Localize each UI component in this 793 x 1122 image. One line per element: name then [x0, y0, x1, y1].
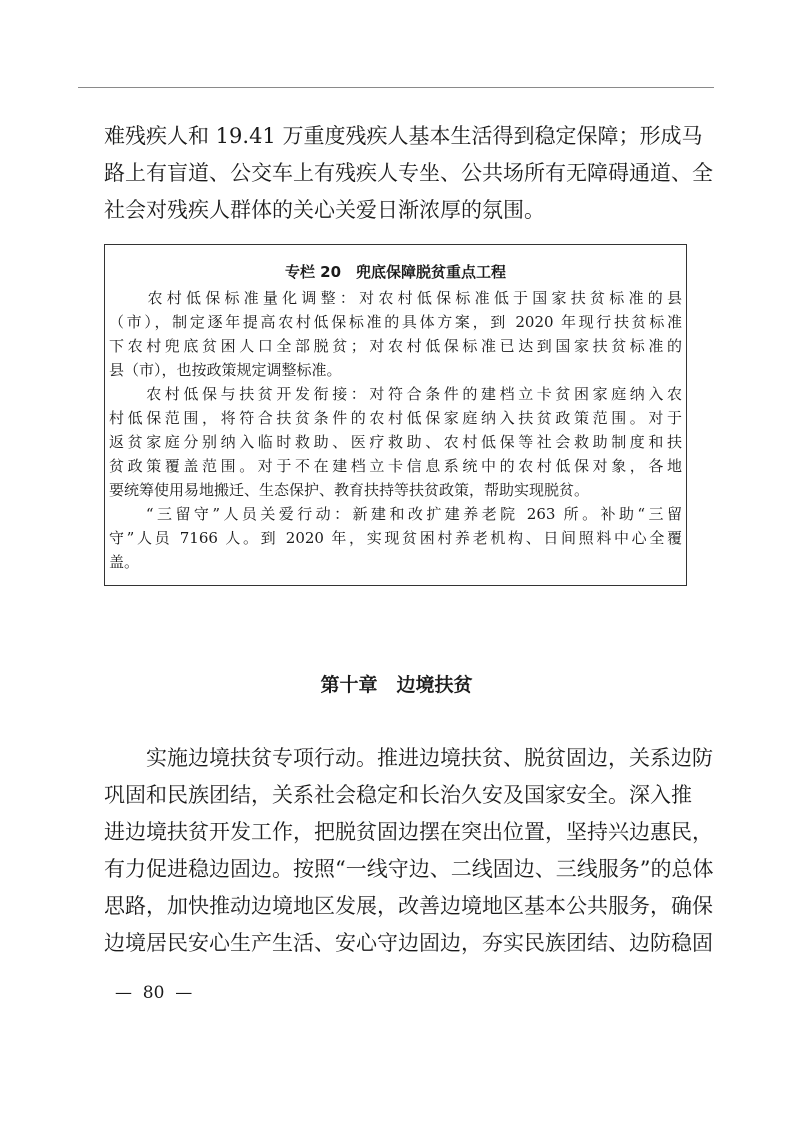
text-line: 思路，加快推动边境地区发展，改善边境地区基本公共服务，确保: [104, 894, 713, 918]
text-line: 巩固和民族团结，关系社会稳定和长治久安及国家安全。深入推: [104, 783, 692, 807]
box-title: 专栏 20 兜底保障脱贫重点工程: [284, 263, 507, 281]
text-line: 路上有盲道、公交车上有残疾人专坐、公共场所有无障碍通道、全: [104, 161, 713, 185]
box-line: 村低保范围，将符合扶贫条件的农村低保家庭纳入扶贫政策范围。对于: [109, 409, 682, 427]
box-line: 农村低保与扶贫开发衔接：对符合条件的建档立卡贫困家庭纳入农: [109, 385, 682, 403]
text-line: 实施边境扶贫专项行动。推进边境扶贫、脱贫固边，关系边防: [104, 746, 713, 770]
text-line: 难残疾人和 19.41 万重度残疾人基本生活得到稳定保障；形成马: [104, 124, 703, 148]
page-number: — 80 —: [115, 983, 193, 1003]
box-line: 守”人员 7166 人。到 2020 年，实现贫困村养老机构、日间照料中心全覆: [109, 529, 682, 547]
text-line: 社会对残疾人群体的关心关爱日渐浓厚的氛围。: [104, 198, 545, 222]
sidebar-box: [104, 244, 687, 586]
box-body: [109, 286, 682, 574]
box-line: 县（市），也按政策规定调整标准。: [109, 361, 342, 379]
box-line: 下农村兜底贫困人口全部脱贫；对农村低保标准已达到国家扶贫标准的: [109, 337, 682, 355]
chapter-title: 第十章 边境扶贫: [320, 674, 473, 696]
text-line: 有力促进稳边固边。按照“一线守边、二线固边、三线服务”的总体: [104, 857, 714, 881]
body-paragraph: [104, 740, 714, 962]
box-line: 返贫家庭分别纳入临时救助、医疗救助、农村低保等社会救助制度和扶: [109, 433, 682, 451]
box-line: （市），制定逐年提高农村低保标准的具体方案，到 2020 年现行扶贫标准: [109, 313, 682, 331]
box-line: 要统筹使用易地搬迁、生态保护、教育扶持等扶贫政策，帮助实现脱贫。: [109, 481, 590, 499]
box-line: “三留守”人员关爱行动：新建和改扩建养老院 263 所。补助“三留: [109, 505, 682, 523]
box-line: 贫政策覆盖范围。对于不在建档立卡信息系统中的农村低保对象，各地: [109, 457, 682, 475]
text-line: 进边境扶贫开发工作，把脱贫固边摆在突出位置，坚持兴边惠民，: [104, 820, 713, 844]
intro-paragraph: [104, 118, 713, 229]
header-rule: [78, 87, 714, 88]
box-line: 盖。: [109, 553, 140, 571]
box-line: 农村低保标准量化调整：对农村低保标准低于国家扶贫标准的县: [109, 289, 682, 307]
text-line: 边境居民安心生产生活、安心守边固边，夯实民族团结、边防稳固: [104, 931, 713, 955]
